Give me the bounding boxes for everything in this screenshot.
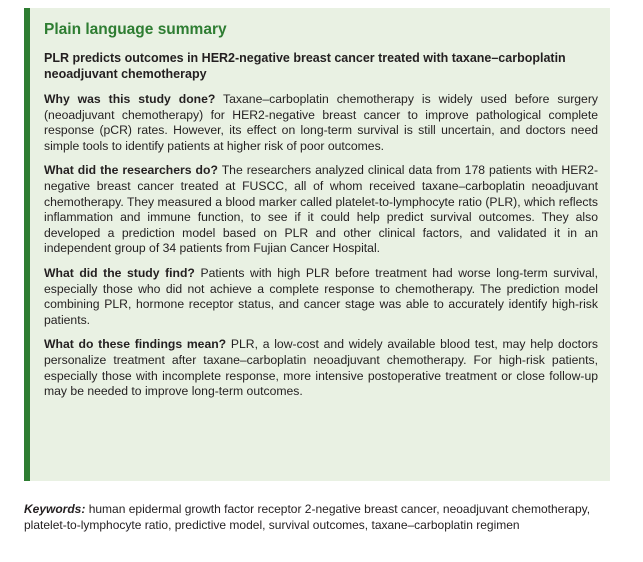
section-answer: PLR, a low-cost and widely available blood test, may help doctors personalize treatment after taxane–carboplatin neoadjuvant chemotherapy. For high-risk patients, especially those with incomplete response, more intensive postoperative treatment or close follow-up may be needed to improve long-term outcomes.: [44, 337, 598, 399]
summary-heading: Plain language summary: [44, 21, 227, 38]
section-question: Why was this study done?: [44, 92, 216, 106]
section-question: What did the study find?: [44, 265, 195, 280]
summary-section-what-did: [44, 163, 598, 257]
section-answer: The researchers analyzed clinical data from 178 patients with HER2-negative breast cancer treated at FUSCC, all of whom received taxane–carboplatin neoadjuvant chemotherapy. They measured a blood marker called platelet-to-lymphocyte ratio (PLR), which reflects inflammation and immune function, to see if it could help predict survival outcomes. They also developed a prediction model based on PLR and other clinical factors, and validated it in an independent group of 34 patients from Fujian Cancer Hospital.: [44, 163, 599, 256]
keywords-text: human epidermal growth factor receptor 2-negative breast cancer, neoadjuvant chemotherapy, platelet-to-lymphocyte ratio, predictive model, survival outcomes, taxane–carboplatin regimen: [24, 502, 591, 532]
keywords: [24, 501, 604, 533]
section-answer: Taxane–carboplatin chemotherapy is widely used before surgery (neoadjuvant chemotherapy) for HER2-negative breast cancer to improve pathological complete response (pCR) rates. However, its effect on long-term survival is still uncertain, and doctors need simple tools to identify patients at higher risk of poor outcomes.: [44, 92, 598, 153]
section-question: What did the researchers do?: [44, 163, 218, 178]
section-question: What do these findings mean?: [44, 337, 227, 352]
plain-language-summary-box: [24, 8, 610, 481]
summary-section-meaning: [44, 337, 598, 399]
summary-section-findings: [44, 266, 598, 328]
section-answer: Patients with high PLR before treatment had worse long-term survival, especially those who did not achieve a complete response to chemotherapy. The prediction model combining PLR, hormone receptor status, and cancer stage was able to accurately identify high-risk patients.: [44, 265, 598, 327]
summary-title: PLR predicts outcomes in HER2-negative breast cancer treated with taxane–carboplatin neoadjuvant chemotherapy: [44, 51, 566, 81]
summary-section-why: [44, 92, 598, 154]
keywords-label: Keywords:: [24, 502, 86, 516]
